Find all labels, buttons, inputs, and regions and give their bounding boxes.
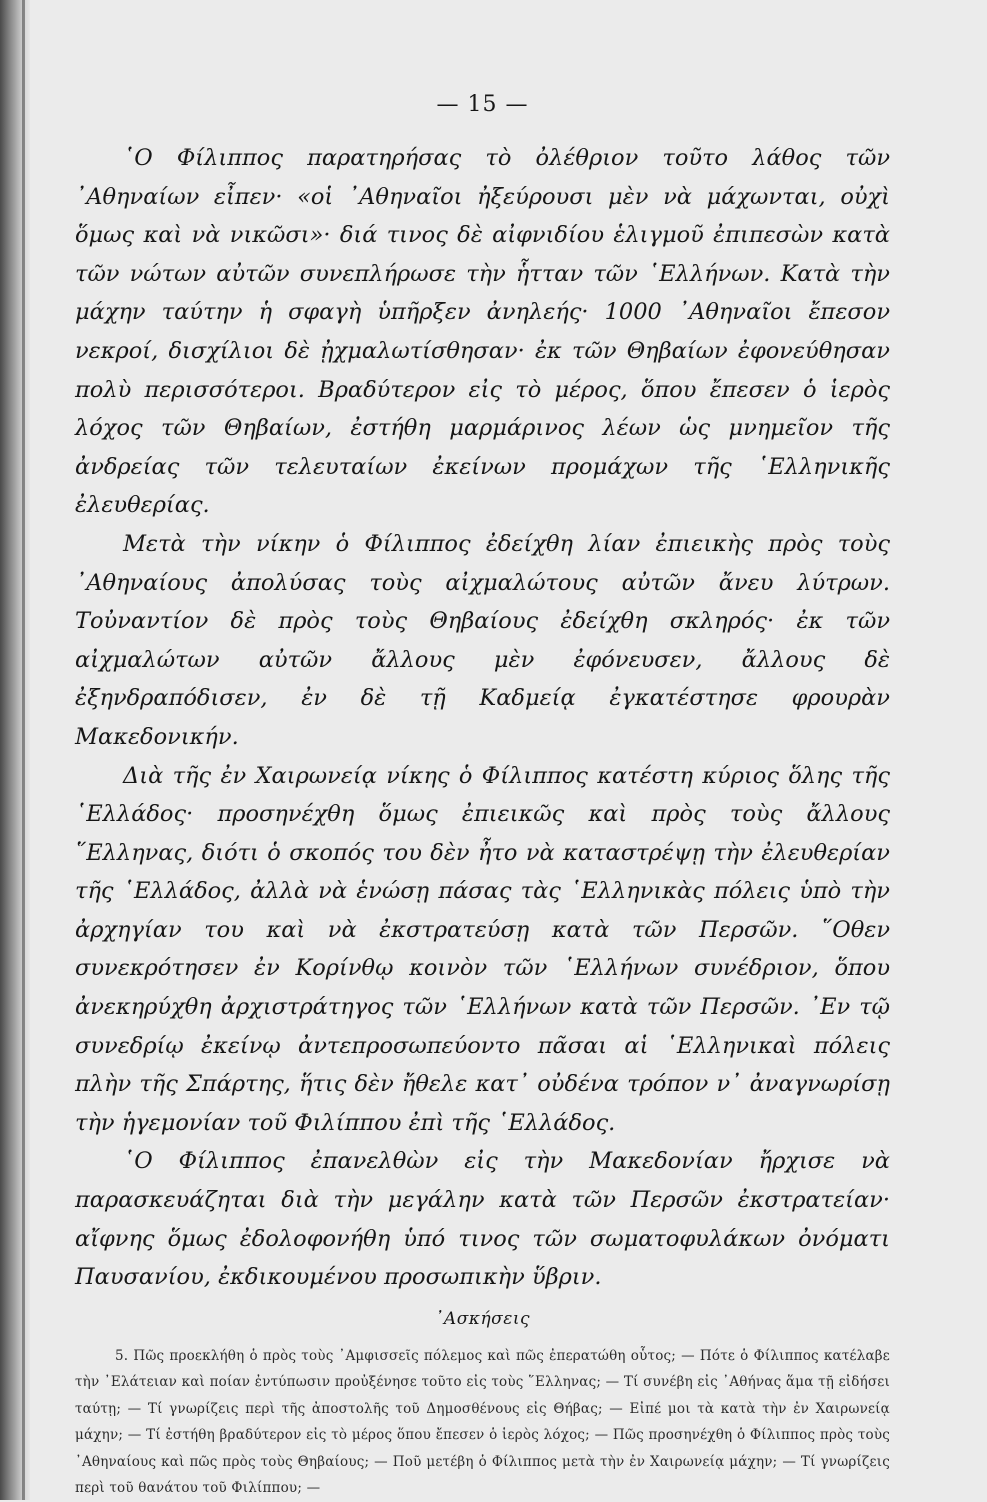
paragraph-2: Μετὰ τὴν νίκην ὁ Φίλιππος ἐδείχθη λίαν ἐπιεικὴς πρὸς τοὺς ᾿Αθηναίους ἀπολύσας τοὺς αἰχμαλώτους αὐτῶν ἄνευ λύτρων. Τοὐναντίον δὲ πρὸς τοὺς Θηβαίους ἐδείχθη σκληρός· ἐκ τῶν αἰχμαλώτων αὐτῶν ἄλλους μὲν ἐφόνευσεν, ἄλλους δὲ ἐξηνδραπόδισεν, ἐν δὲ τῇ Καδμείᾳ ἐγκατέστησε φρουρὰν Μακεδονικήν. <box>75 530 890 750</box>
page-number: — 15 — <box>436 92 529 117</box>
scan-binding-line <box>22 0 25 1500</box>
scan-binding-shadow <box>0 0 30 1500</box>
exercises-text: 5. Πῶς προεκλήθη ὁ πρὸς τοὺς ᾿Αμφισσεῖς πόλεμος καὶ πῶς ἐπερατώθη οὗτος; — Πότε ὁ Φίλιππος κατέλαβε τὴν ᾿Ελάτειαν καὶ ποίαν ἐντύπωσιν προὐξένησε τοῦτο εἰς τοὺς ῞Ελληνας; — Τί συνέβη εἰς ᾿Αθήνας ἅμα τῇ εἰδήσει ταύτῃ; — Τί γνωρίζεις περὶ τῆς ἀποστολῆς τοῦ Δημοσθένους εἰς Θήβας; — Εἰπέ μοι τὰ κατὰ τὴν ἐν Χαιρωνείᾳ μάχην; — Τί ἐστήθη βραδύτερον εἰς τὸ μέρος ὅπου ἔπεσεν ὁ ἱερὸς λόχος; — Πῶς προσηνέχθη ὁ Φίλιππος πρὸς τοὺς ᾿Αθηναίους καὶ πῶς πρὸς τοὺς Θηβαίους; — Ποῦ μετέβη ὁ Φίλιππος μετὰ τὴν ἐν Χαιρωνείᾳ μάχην; — Τί γνωρίζεις περὶ τοῦ θανάτου τοῦ Φιλίππου; — <box>75 1347 890 1497</box>
paragraph-4: ῾Ο Φίλιππος ἐπανελθὼν εἰς τὴν Μακεδονίαν ἤρχισε νὰ παρασκευάζηται διὰ τὴν μεγάλην κατὰ τῶν Περσῶν ἐκστρατείαν· αἴφνης ὅμως ἐδολοφονήθη ὑπό τινος τῶν σωματοφυλάκων ὀνόματι Παυσανίου, ἐκδικουμένου προσωπικὴν ὕβριν. <box>75 1148 890 1291</box>
exercises-section <box>75 1343 890 1502</box>
paragraph-3: Διὰ τῆς ἐν Χαιρωνείᾳ νίκης ὁ Φίλιππος κατέστη κύριος ὅλης τῆς ῾Ελλάδος· προσηνέχθη ὅμως ἐπιεικῶς καὶ πρὸς τοὺς ἄλλους ῞Ελληνας, διότι ὁ σκοπός του δὲν ἦτο νὰ καταστρέψῃ τὴν ἐλευθερίαν τῆς ῾Ελλάδος, ἀλλὰ νὰ ἑνώσῃ πάσας τὰς ῾Ελληνικὰς πόλεις ὑπὸ τὴν ἀρχηγίαν του καὶ νὰ ἐκστρατεύσῃ κατὰ τῶν Περσῶν. ῞Οθεν συνεκρότησεν ἐν Κορίνθῳ κοινὸν τῶν ῾Ελλήνων συνέδριον, ὅπου ἀνεκηρύχθη ἀρχιστράτηγος τῶν ῾Ελλήνων κατὰ τῶν Περσῶν. ᾿Εν τῷ συνεδρίῳ ἐκείνῳ ἀντεπροσωπεύοντο πᾶσαι αἱ ῾Ελληνικαὶ πόλεις πλὴν τῆς Σπάρτης, ἥτις δὲν ἤθελε κατ᾿ οὐδένα τρόπον ν᾿ ἀναγνωρίσῃ τὴν ἡγεμονίαν τοῦ Φιλίππου ἐπὶ τῆς ῾Ελλάδος. <box>75 762 890 1136</box>
book-page <box>75 92 890 1502</box>
exercises-title: ᾿Ασκήσεις <box>434 1308 531 1329</box>
main-text <box>75 139 890 1297</box>
paragraph-1: ῾Ο Φίλιππος παρατηρήσας τὸ ὀλέθριον τοῦτο λάθος τῶν ᾿Αθηναίων εἶπεν· «οἱ ᾿Αθηναῖοι ἠξεύρουσι μὲν νὰ μάχωνται, οὐχὶ ὅμως καὶ νὰ νικῶσι»· διά τινος δὲ αἰφνιδίου ἑλιγμοῦ ἐπιπεσὼν κατὰ τῶν νώτων αὐτῶν συνεπλήρωσε τὴν ἧτταν τῶν ῾Ελλήνων. Κατὰ τὴν μάχην ταύτην ἡ σφαγὴ ὑπῆρξεν ἀνηλεής· 1000 ᾿Αθηναῖοι ἔπεσον νεκροί, δισχίλιοι δὲ ᾐχμαλωτίσθησαν· ἐκ τῶν Θηβαίων ἐφονεύθησαν πολὺ περισσότεροι. Βραδύτερον εἰς τὸ μέρος, ὅπου ἔπεσεν ὁ ἱερὸς λόχος τῶν Θηβαίων, ἐστήθη μαρμάρινος λέων ὡς μνημεῖον τῆς ἀνδρείας τῶν τελευταίων ἐκείνων προμάχων τῆς ῾Ελληνικῆς ἐλευθερίας. <box>75 145 890 519</box>
